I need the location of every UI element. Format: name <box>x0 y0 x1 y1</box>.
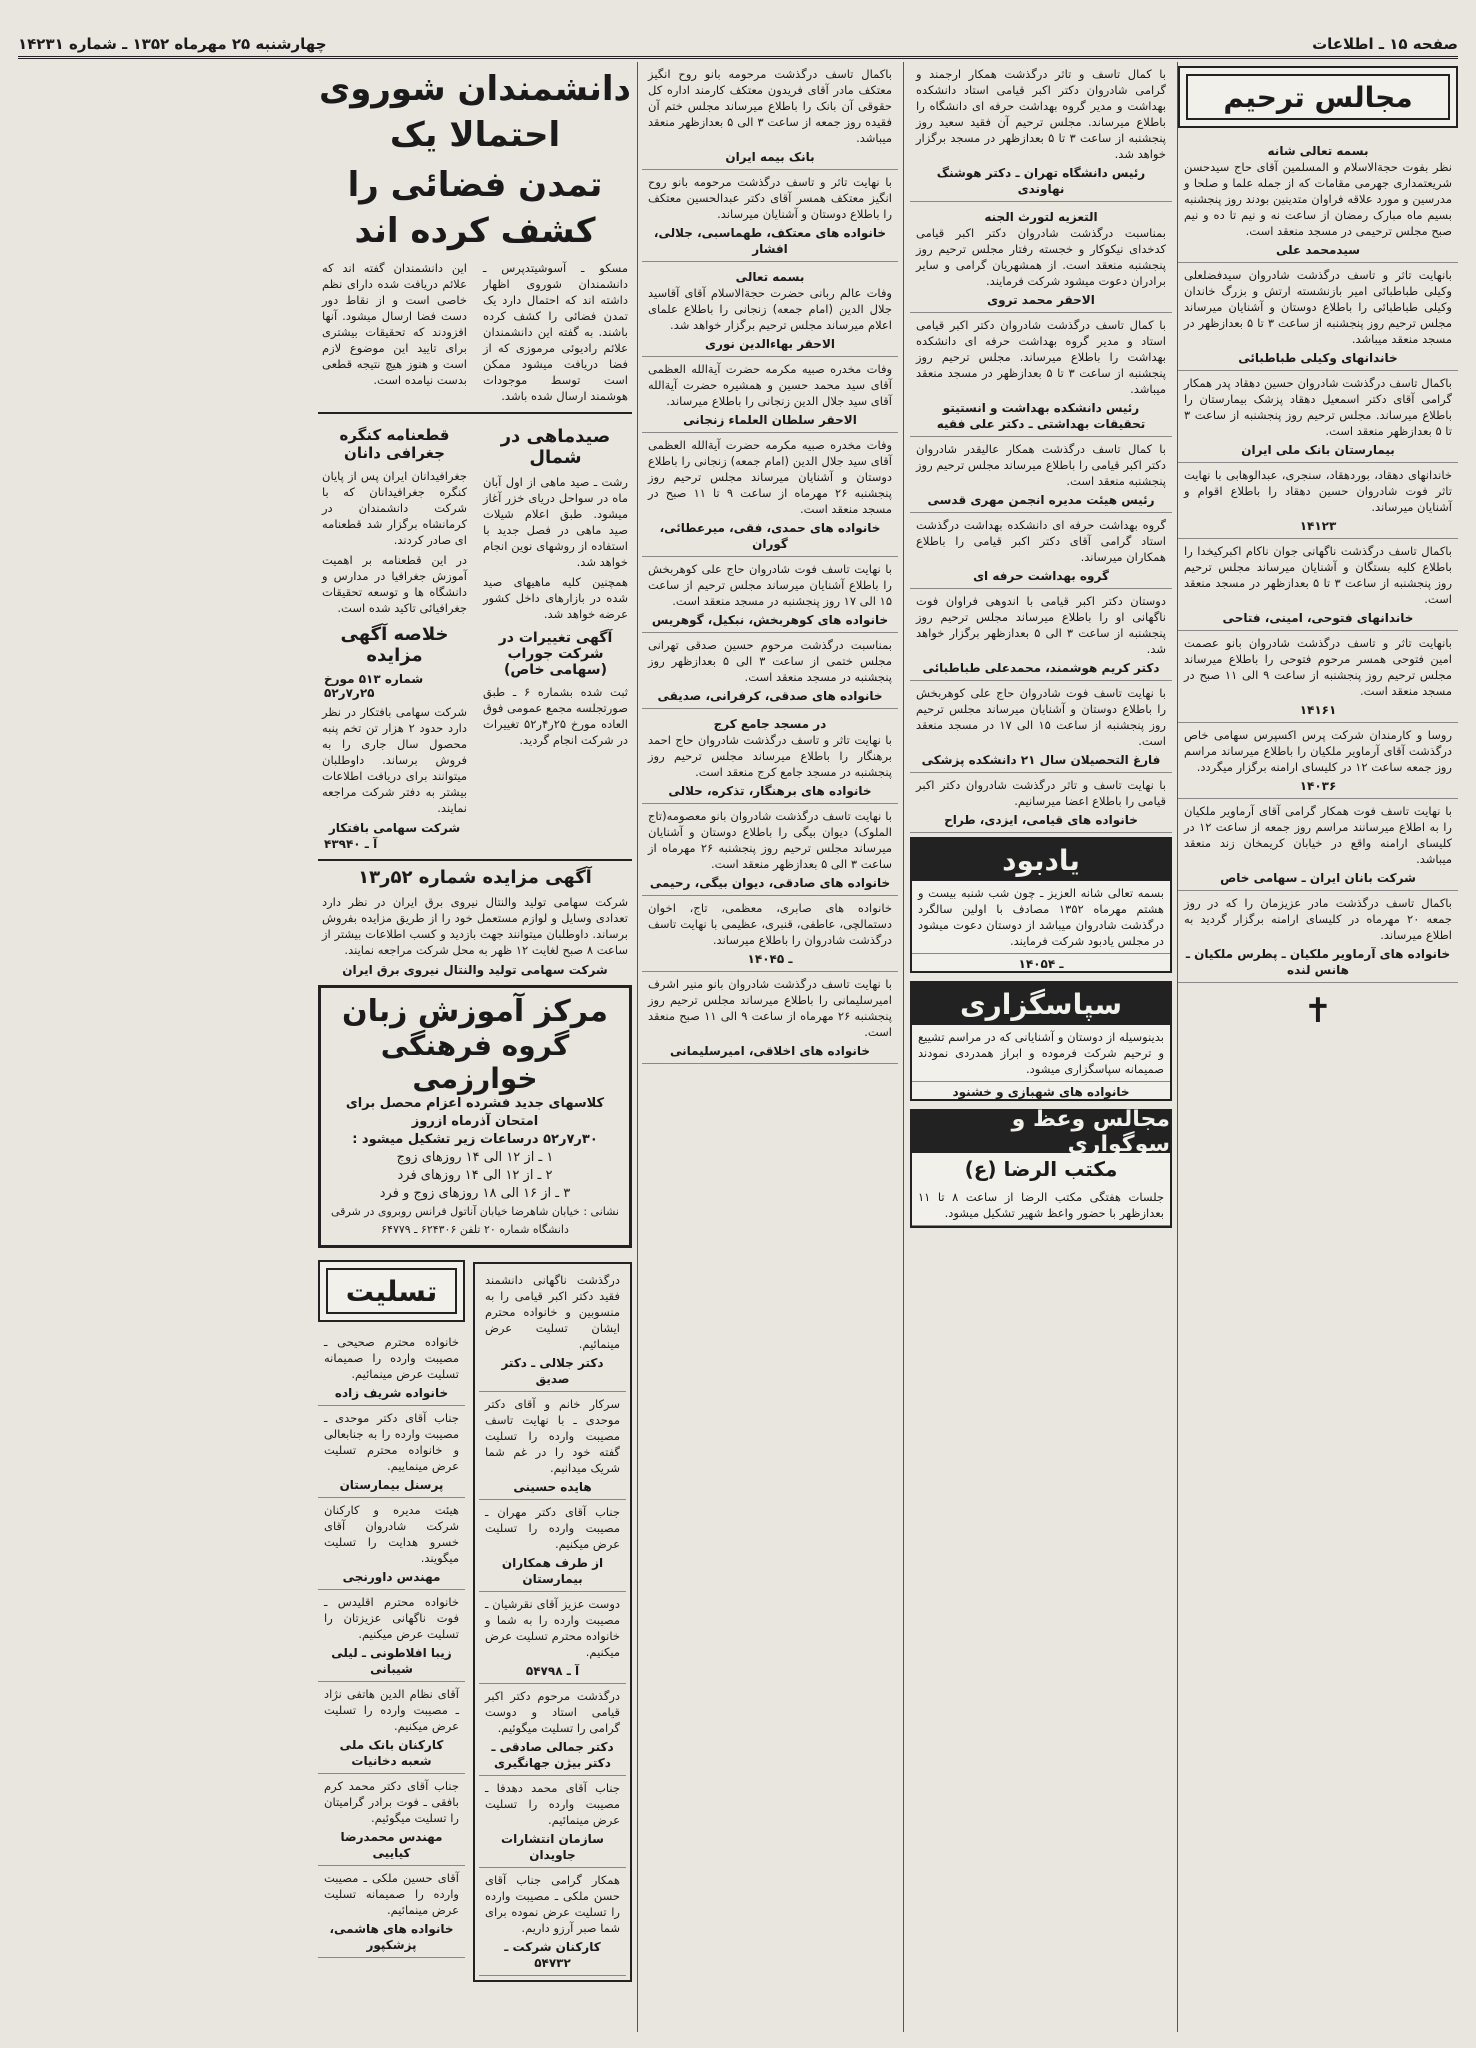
notice-title: آگهی تغییرات در شرکت جوراب (سهامی خاص) <box>498 630 613 678</box>
notice-text: جناب آقای محمد دهدفا ـ مصیبت وارده را تسلیت عرض مینمائیم. <box>485 1781 620 1827</box>
notice-text: وفات عالم ربانی حضرت حجةالاسلام آقای آقاسید جلال الدین (امام جمعه) زنجانی را باطلاع علمای اعلام میرساند مجلس ترحیم برگزار خواهد شد. <box>648 286 892 332</box>
notice-entry <box>1178 891 1458 983</box>
notice-text: درگذشت مرحوم دکتر اکبر قیامی استاد و دوست گرامی را تسلیت میگوئیم. <box>485 1689 620 1735</box>
masthead-left: چهارشنبه ۲۵ مهرماه ۱۳۵۲ ـ شماره ۱۴۲۳۱ <box>18 35 327 53</box>
column-memorials-3 <box>642 62 898 2032</box>
cross-symbol <box>1178 991 1458 1031</box>
notice-entry <box>318 1682 465 1774</box>
condolence-section <box>318 1256 632 1982</box>
notice-entry <box>910 513 1172 589</box>
notice-entry <box>642 709 898 804</box>
divider <box>318 412 632 414</box>
notice-text: خانواده محترم صحیحی ـ مصیبت وارده را صمیمانه تسلیت عرض مینمائیم. <box>324 1335 459 1381</box>
notice-entry <box>479 1268 626 1392</box>
language-center-title: مرکز آموزش زبان <box>342 994 608 1029</box>
notice-signature: مهندس محمدرضا کیاییی <box>340 1830 443 1860</box>
notice-signature: خانواده های آرماویر ملکیان ـ پطرس ملکیان ـ هانس لنده <box>1185 947 1451 977</box>
notice-text: با نهایت تاسف فوت شادروان حاج علی کوهربخش را باطلاع دوستان و آشنایان میرساند مجلس ترحیم روز پنجشنبه از ساعت ۱۵ الی ۱۷ در مسجد منعقد است. <box>916 686 1166 748</box>
yadbud-box <box>910 837 1172 973</box>
notice-signature: شرکت بانان ایران ـ سهامی خاص <box>1220 871 1416 885</box>
notice-entry <box>642 633 898 709</box>
notice-entry <box>479 1500 626 1592</box>
notice-entry <box>1178 723 1458 799</box>
auction-sign: شرکت سهامی بافتکار <box>328 821 461 835</box>
notice-signature: خانواده های برهنگار، تذکره، حلالی <box>668 784 872 798</box>
notice-text: ثبت شده بشماره ۶ ـ طبق صورتجلسه مجمع عمومی فوق العاده مورخ ۲۵ر۴ر۵۲ تغییرات در شرکت انجام گردید. <box>483 685 628 747</box>
notice-title: بسمه تعالی <box>735 270 805 284</box>
article-paragraph: مسکو ـ آسوشیتدپرس ـ دانشمندان شوروی اظهار داشته اند که احتمال دارد یک تمدن فضائی را کشف کرده باشند. به گفته این دانشمندان علائم رادیوئی مرموزی که از فضا دریافت میشود ممکن است توسط موجودات هوشمند ارسال شده باشد. <box>483 261 628 403</box>
article-space-civilization <box>318 258 632 406</box>
memorials-list <box>1178 136 1458 983</box>
notice-entry <box>910 62 1172 202</box>
notice-entry <box>642 896 898 972</box>
memorials-list-3 <box>642 62 898 1064</box>
notice-text: با نهایت تاسف درگذشت شادروان بانو منیر اشرف امیرسلیمانی را باطلاع میرساند مجلس ترحیم روز پنجشنبه ۲۶ مهرماه از ساعت ۹ الی ۱۱ صبح منعقد است. <box>648 977 892 1039</box>
notice-text: باکمال تاسف درگذشت شادروان حسین دهقاد پدر همکار گرامی آقای دکتر اسمعیل دهقاد پزشک بیمارستان را باطلاع میرساند. مجلس ترحیم روز پنجشنبه از ساعت ۳ تا ۵ بعدازظهر منعقد است. <box>1184 376 1452 438</box>
notice-signature: رئیس هیئت مدیره انجمن مهری قدسی <box>927 493 1155 507</box>
column-rule <box>903 62 904 2032</box>
notice-entry <box>1178 631 1458 723</box>
language-center-ad <box>318 985 632 1248</box>
notice-signature: الاحقر سلطان العلماء زنجانی <box>683 413 857 427</box>
notice-entry <box>479 1592 626 1684</box>
condolence-list-b <box>318 1330 465 1958</box>
maktab-title: مکتب الرضا (ع) <box>964 1157 1118 1181</box>
notice-text: دوستان دکتر اکبر قیامی با اندوهی فراوان فوت ناگهانی او را باطلاع میرساند مجلس ترحیم روز پنجشنبه از ساعت ۳ الی ۵ بعدازظهر برگزار خواهد شد. <box>916 594 1166 656</box>
notice-text: گروه بهداشت حرفه ای دانشکده بهداشت درگذشت استاد گرامی آقای دکتر اکبر قیامی را باطلاع همکاران میرساند. <box>916 518 1166 564</box>
yadbud-header: یادبود <box>912 839 1170 881</box>
notice-entry <box>318 1498 465 1590</box>
notice-entry <box>1178 371 1458 463</box>
notice-entry <box>910 437 1172 513</box>
fishing-title: صیدماهی در شمال <box>500 426 611 468</box>
language-center-line: کلاسهای جدید فشرده اعزام محصل برای امتحان آذرماه ازروز <box>345 1096 605 1129</box>
geo-title: قطعنامه کنگره جغرافی دانان <box>339 426 450 462</box>
headline-line-2: تمدن فضائی را کشف کرده اند <box>347 165 603 251</box>
maktab-text: جلسات هفتگی مکتب الرضا از ساعت ۸ تا ۱۱ بعدازظهر با حضور واعظ شهیر تشکیل میشود. <box>912 1185 1170 1226</box>
notice-text: وفات مخدره صبیه مکرمه حضرت آیةالله العظمی آقای سید جلال الدین (امام جمعه) زنجانی را باطلاع دوستان و آشنایان میرساند مجلس ترحیم روز پنجشنبه ۲۶ مهرماه از ساعت ۹ تا ۱۱ صبح در مسجد منعقد است. <box>648 438 892 516</box>
notice-text: نظر بفوت حجةالاسلام و المسلمین آقای حاج سیدحسن شریعتمداری جهرمی مقامات که از جمله علما و صلحا و مدرسین و مورد علاقه فراوان متدینین بودند روز پنجشنبه بسیم ماه مبارک رمضان از ساعت نه و نیم تا ده و نیم صبح مجلس ترحیمی در مسجد منعقد است. <box>1184 160 1452 238</box>
notice-entry <box>318 1406 465 1498</box>
notice-entry <box>1178 136 1458 263</box>
notice-signature: خانواده های معتکف، طهماسبی، جلالی، افشار <box>653 226 887 256</box>
fishing-text: رشت ـ صید ماهی از اول آبان ماه در سواحل دریای خزر آغاز میشود. طبق اعلام شیلات صید ماهی در فصل جدید با استفاده از روشهای نوین انجام خواهد شد. <box>483 475 628 569</box>
notice-signature: کارکنان شرکت ـ ۵۴۷۳۲ <box>504 1940 601 1970</box>
condolence-header: تسلیت <box>326 1268 457 1314</box>
notice-entry <box>642 262 898 357</box>
notice-signature: سیدمحمد علی <box>1275 243 1361 257</box>
notice-entry <box>318 1590 465 1682</box>
notice-signature: خانواده های کوهربخش، نبکیل، گوهریس <box>651 613 889 627</box>
notice-signature: خانواده های هاشمی، پزشکپور <box>329 1922 454 1952</box>
notice-signature: خاندانهای فتوحی، امینی، فتاحی <box>1222 611 1414 625</box>
language-center-subtitle: گروه فرهنگی خوارزمی <box>380 1029 570 1095</box>
notice-text: با نهایت تاثر و تاسف درگذشت شادروان حاج احمد برهنگار را باطلاع میرساند مجلس ترحیم روز پنجشنبه در مسجد جامع کرج منعقد است. <box>648 733 892 779</box>
notice-entry <box>910 313 1172 437</box>
notice-entry <box>642 972 898 1064</box>
thanks-box <box>910 981 1172 1101</box>
notice-signature: ۱۴۱۶۱ <box>1299 703 1337 717</box>
thanks-text: بدینوسیله از دوستان و آشنایانی که در مراسم تشییع و ترحیم شرکت فرموده و ابراز همدردی نمودند صمیمانه سپاسگزاری میشود. <box>912 1025 1170 1082</box>
notice-text: جناب آقای دکتر موحدی ـ مصیبت وارده را به جنابعالی و خانواده محترم تسلیت عرض مینماییم. <box>324 1411 459 1473</box>
column-memorials <box>1178 62 1458 2032</box>
notice-text: خانواده های صابری، معظمی، تاج، اخوان دستمالچی، عاطفی، قنبری، عظیمی با نهایت تاسف درگذشت شادروان را باطلاع میرساند. <box>648 901 892 947</box>
notice-text: خاندانهای دهقاد، بوردهقاد، سنجری، عبدالوهابی با نهایت تاثر فوت شادروان حسین دهقاد را باطلاع اقوام و آشنایان میرساند. <box>1184 468 1452 514</box>
auction2-sign: شرکت سهامی تولید والنتال نیروی برق ایران <box>342 963 608 977</box>
condolence-column-b <box>318 1256 465 1982</box>
notice-text: وفات مخدره صبیه مکرمه حضرت آیةالله العظمی آقای سید محمد حسین و همشیره حضرت آیةالله آقای سید جلال الدین زنجانی را باطلاع میرساند. <box>648 362 892 408</box>
notice-entry <box>1178 539 1458 631</box>
notice-signature: از طرف همکاران بیمارستان <box>501 1556 604 1586</box>
memorials-list-2 <box>910 62 1172 833</box>
headline-line-1: دانشمندان شوروی احتمالا یک <box>319 69 631 155</box>
notice-text: باکمال تاسف درگذشت ناگهانی جوان ناکام اکبرکیخدا را باطلاع کلیه بستگان و آشنایان میرساند مجلس ترحیم روز پنجشنبه از ساعت ۳ تا ۵ بعدازظهر در مسجد منعقد است. <box>1184 544 1452 606</box>
notice-entry <box>642 557 898 633</box>
notice-text: بمناسبت درگذشت شادروان دکتر اکبر قیامی کدخدای نیکوکار و خجسته رفتار مجلس ترحیم روز پنجشنبه منعقد است. از همشهریان گرامی و سایر برادران دعوت میشود شرکت فرمایند. <box>916 226 1166 288</box>
notice-signature: الاحقر بهاءالدین نوری <box>704 337 835 351</box>
language-center-line: ۳۰ر۷ر۵۲ درساعات زیر تشکیل میشود : <box>352 1132 598 1147</box>
auction2-text: شرکت سهامی تولید والنتال نیروی برق ایران در نظر دارد تعدادی وسایل و لوازم مستعمل خود را از طریق مزایده بفروش برساند. داوطلبان میتوانند جهت بازدید و کسب اطلاعات بیشتر از ساعت ۸ صبح لغایت ۱۲ ظهر به محل شرکت مراجعه نمایند. <box>322 895 628 957</box>
notice-text: بمناسبت درگذشت مرحوم حسین صدقی تهرانی مجلس ختمی از ساعت ۳ الی ۵ بعدازظهر روز پنجشنبه در مسجد منعقد است. <box>648 638 892 684</box>
notice-signature: مهندس داورنجی <box>342 1570 441 1584</box>
notice-entry <box>318 1330 465 1406</box>
notice-signature: پرسنل بیمارستان <box>339 1478 444 1492</box>
sermon-header: مجالس وعظ و سوگواری <box>912 1111 1170 1153</box>
notice-signature: خانواده های حمدی، فقی، میرعطائی، گوران <box>659 521 881 551</box>
notice-signature: آ ـ ۵۴۷۹۸ <box>525 1664 580 1678</box>
notice-signature: رئیس دانشکده بهداشت و انستیتو تحقیقات بهداشتی ـ دکتر علی فقیه <box>936 401 1146 431</box>
notice-text: آقای حسین ملکی ـ مصیبت وارده را صمیمانه تسلیت عرض مینمائیم. <box>324 1871 459 1917</box>
language-center-address: نشانی : خیابان شاهرضا خیابان آناتول فرانس روبروی در شرقی دانشگاه شماره ۲۰ تلفن ۶۲۴۳۰۶ ـ ۶۴۷۷۹ <box>331 1205 619 1236</box>
notice-text: خانواده محترم اقلیدس ـ فوت ناگهانی عزیزتان را تسلیت عرض میکنیم. <box>324 1595 459 1641</box>
language-center-line: ۳ ـ از ۱۶ الی ۱۸ روزهای زوج و فرد <box>379 1186 571 1201</box>
notice-text: باکمال تاسف درگذشت مرحومه بانو روح انگیز معتکف مادر آقای فریدون معتکف کارمند اداره کل حقوقی آن بانک را باطلاع میرساند مجلس ختم آن فقیده روز جمعه از ساعت ۳ الی ۵ بعدازظهر منعقد میباشد. <box>648 67 892 145</box>
geo-text-2: در این قطعنامه بر اهمیت آموزش جغرافیا در مدارس و دانشگاه ها و توسعه تحقیقات جغرافیائی تاکید شده است. <box>322 553 467 615</box>
notice-entry <box>1178 799 1458 891</box>
yadbud-sign: ـ ۱۴۰۵۴ <box>1018 957 1064 971</box>
fishing-text-2: همچنین کلیه ماهیهای صید شده در بازارهای داخل کشور عرضه خواهد شد. <box>483 575 628 621</box>
notice-signature: دکتر کریم هوشمند، محمدعلی طباطبائی <box>922 661 1160 675</box>
cross-icon: ✝ <box>1303 991 1333 1031</box>
notice-signature: بانک بیمه ایران <box>725 150 815 164</box>
notice-title: التعزیه لتورث الجنه <box>984 210 1098 224</box>
auction-title: خلاصه آگهی مزایده <box>340 624 449 666</box>
notice-text: بانهایت تاثر و تاسف درگذشت شادروان سیدفضلعلی وکیلی طباطبائی امیر بازنشسته ارتش و بزرگ خاندان وکیلی طباطبائی را باطلاع دوستان و آشنایان میرساند مجلس ترحیم روز پنجشنبه از ساعت ۳ تا ۵ بعدازظهر در مسجد منعقد میباشد. <box>1184 268 1452 346</box>
memorials-header-box <box>1178 66 1458 128</box>
notice-signature: زیبا افلاطونی ـ لیلی شیبانی <box>331 1646 452 1676</box>
notice-text: با نهایت تاسف و تاثر درگذشت شادروان دکتر اکبر قیامی را باطلاع اعضا میرسانیم. <box>916 778 1166 808</box>
notice-entry <box>910 681 1172 773</box>
auction-number: شماره ۵۱۳ مورخ ۲۵ر۷ر۵۲ <box>324 672 424 700</box>
notice-entry <box>642 433 898 557</box>
thanks-sign: خانواده های شهبازی و خشنود <box>952 1085 1130 1099</box>
notice-entry <box>910 589 1172 681</box>
notice-entry <box>642 804 898 896</box>
notice-entry <box>479 1392 626 1500</box>
notice-signature: هایده حسینی <box>513 1480 592 1494</box>
notice-text: روسا و کارمندان شرکت پرس اکسپرس سهامی خاص درگذشت آقای آرماویر ملکیان را باطلاع میرساند مراسم روز جمعه ساعت ۱۲ در کلیسای ارامنه برگزار میگردد. <box>1184 728 1452 774</box>
notice-signature: دکتر جمالی صادقی ـ دکتر بیژن جهانگیری <box>491 1740 614 1770</box>
divider <box>318 859 632 861</box>
article-paragraph: این دانشمندان گفته اند که علائم دریافت شده دارای نظم خاصی است و از نقاط دور دست فضا ارسال میشود. آنها افزودند که تحقیقات بیشتری برای تایید این موضوع لازم است و هنوز هیچ نتیجه قطعی بدست نیامده است. <box>322 261 467 387</box>
notice-entry <box>910 202 1172 313</box>
notice-text: با کمال تاسف درگذشت شادروان دکتر اکبر قیامی استاد و مدیر گروه بهداشت حرفه ای دانشکده بهداشت را باطلاع میرساند. مجلس ترحیم روز پنجشنبه از ساعت ۳ تا ۵ بعدازظهر در مسجد منعقد میباشد. <box>916 318 1167 396</box>
notice-entry <box>1178 463 1458 539</box>
notice-entry <box>479 1776 626 1868</box>
notice-text: جناب آقای دکتر محمد کرم بافقی ـ فوت برادر گرامیتان را تسلیت میگوئیم. <box>324 1779 459 1825</box>
notice-text: با نهایت تاثر و تاسف درگذشت مرحومه بانو روح انگیز معتکف همسر آقای دکتر عبدالحسین معتکف را باطلاع دوستان و آشنایان میرساند. <box>648 175 892 221</box>
notice-text: دوست عزیز آقای نقرشیان ـ مصیبت وارده را به شما و خانواده محترم تسلیت عرض میکنیم. <box>485 1597 620 1659</box>
notice-signature: فارغ التحصیلان سال ۲۱ دانشکده پزشکی <box>921 753 1161 767</box>
notice-text: هیئت مدیره و کارکنان شرکت شادروان آقای خسرو هدایت را تسلیت میگویند. <box>324 1503 459 1565</box>
notice-signature: ۱۴۱۲۳ <box>1299 519 1337 533</box>
notice-entry <box>1178 263 1458 371</box>
auction-code: آ ـ ۴۳۹۴۰ <box>324 837 378 851</box>
notice-text: با نهایت تاسف فوت شادروان حاج علی کوهربخش را باطلاع آشنایان میرساند مجلس ترحیم از ساعت ۱۵ الی ۱۷ روز پنجشنبه در مسجد منعقد است. <box>648 562 892 608</box>
notice-text: باکمال تاسف درگذشت مادر عزیزمان را که در روز جمعه ۲۰ مهرماه در کلیسای ارامنه برگزار گردید به اطلاع میرساند. <box>1184 896 1452 942</box>
notice-entry <box>318 1774 465 1866</box>
notice-text: درگذشت ناگهانی دانشمند فقید دکتر اکبر قیامی را به منسوبین و خانواده محترم ایشان تسلیت عرض مینمائیم. <box>485 1273 620 1351</box>
notice-signature: ۱۴۰۳۶ <box>1299 779 1337 793</box>
notice-signature: بیمارستان بانک ملی ایران <box>1241 443 1395 457</box>
masthead <box>18 34 1458 54</box>
condolence-header-box <box>318 1260 465 1322</box>
condolence-list-a <box>473 1262 632 1982</box>
column-news <box>318 62 632 2032</box>
masthead-rule <box>18 56 1458 59</box>
notice-entry <box>479 1868 626 1976</box>
yadbud-text: بسمه تعالی شانه العزیز ـ چون شب شنبه بیست و هشتم مهرماه ۱۳۵۲ مصادف با اولین سالگرد درگذشت شادروان میباشد از دوستان دعوت میشود در مجلس یادبود شرکت فرمایند. <box>912 881 1170 954</box>
notice-text: با نهایت تاسف درگذشت شادروان بانو معصومه(تاج الملوک) دیوان بیگی را باطلاع دوستان و آشنایان میرساند مجلس ترحیم روز پنجشنبه ۲۶ مهرماه از ساعت ۳ الی ۵ بعدازظهر منعقد است. <box>648 809 892 871</box>
memorials-header: مجالس ترحیم <box>1186 74 1450 120</box>
notice-signature: خانواده های اخلاقی، امیرسلیمانی <box>669 1044 871 1058</box>
notice-signature: رئیس دانشگاه تهران ـ دکتر هوشنگ نهاوندی <box>936 166 1146 196</box>
masthead-right: صفحه ۱۵ ـ اطلاعات <box>1312 35 1458 53</box>
notice-signature: ـ ۱۴۰۴۵ <box>747 952 793 966</box>
notice-title: در مسجد جامع کرج <box>713 717 827 731</box>
news-row <box>318 420 632 853</box>
notice-signature: کارکنان بانک ملی شعبه دخانیات <box>339 1738 444 1768</box>
notice-entry <box>642 62 898 170</box>
notice-signature: خانواده شریف زاده <box>334 1386 449 1400</box>
notice-entry <box>910 773 1172 833</box>
notice-text: بانهایت تاثر و تاسف درگذشت شادروان بانو عصمت امین فتوحی همسر مرحوم فتوحی را باطلاع میرساند مجلس ترحیم روز پنجشنبه از ساعت ۹ الی ۱۱ صبح در مسجد منعقد است. <box>1184 636 1452 698</box>
notice-entry <box>479 1684 626 1776</box>
notice-signature: دکتر جلالی ـ دکتر صدیق <box>501 1356 604 1386</box>
notice-text: با کمال تاسف درگذشت همکار عالیقدر شادروان دکتر اکبر قیامی را باطلاع میرساند مجلس ترحیم روز پنجشنبه منعقد است. <box>916 442 1166 488</box>
notice-entry <box>318 1866 465 1958</box>
notice-text: آقای نظام الدین هاتفی نژاد ـ مصیبت وارده را تسلیت عرض میکنیم. <box>324 1687 459 1733</box>
notice-signature: خاندانهای وکیلی طباطبائی <box>1238 351 1398 365</box>
notice-text: همکار گرامی جناب آقای حسن ملکی ـ مصیبت وارده را تسلیت عرض نموده برای شما صبر آرزو داریم. <box>485 1873 620 1935</box>
notice-title: بسمه تعالی شانه <box>1267 144 1369 158</box>
notice-signature: خانواده های صدقی، کرفرانی، صدیقی <box>657 689 883 703</box>
notice-text: جناب آقای دکتر مهران ـ مصیبت وارده را تسلیت عرض میکنیم. <box>485 1505 620 1551</box>
sermon-box <box>910 1109 1172 1228</box>
notice-text: سرکار خانم و آقای دکتر موحدی ـ با نهایت تاسف مصیبت وارده را تسلیت گفته خود را در غم شما شریک میدانیم. <box>485 1397 620 1475</box>
notice-signature: گروه بهداشت حرفه ای <box>973 569 1109 583</box>
notice-signature: سازمان انتشارات جاویدان <box>501 1832 604 1862</box>
auction2-title: آگهی مزایده شماره ۵۲ر۱۳ <box>358 867 592 888</box>
notice-signature: خانواده های قیامی، ایزدی، طراح <box>944 813 1138 827</box>
geo-text: جغرافیدانان ایران پس از پایان کنگره جغرافیدانان که با شرکت دانشمندان در کرمانشاه برگزار شد قطعنامه ای صادر کردند. <box>322 469 467 547</box>
column-memorials-2 <box>910 62 1172 2032</box>
notice-entry <box>642 357 898 433</box>
language-center-line: ۲ ـ از ۱۲ الی ۱۴ روزهای فرد <box>397 1168 553 1183</box>
notice-signature: خانواده های صادقی، دیوان بیگی، رحیمی <box>649 876 891 890</box>
notice-entry <box>642 170 898 262</box>
notice-signature: الاحقر محمد تروی <box>987 293 1095 307</box>
language-center-line: ۱ ـ از ۱۲ الی ۱۴ روزهای زوج <box>396 1150 554 1165</box>
notice-text: با نهایت تاسف فوت همکار گرامی آقای آرماویر ملکیان را به اطلاع میرسانند مراسم روز جمعه از ساعت ۱۲ در کلیسای ارامنه واقع در خیابان کریمخان زند منعقد میباشد. <box>1184 804 1452 866</box>
thanks-header: سپاسگزاری <box>912 983 1170 1025</box>
notice-text: با کمال تاسف و تاثر درگذشت همکار ارجمند و گرامی شادروان دکتر اکبر قیامی استاد دانشکده بهداشت و مدیر گروه بهداشت حرفه ای دانشگاه را باطلاع میرساند. مجلس ترحیم آن فقید سعید روز پنجشنبه از ساعت ۳ تا ۵ بعدازظهر در مسجد برگزار خواهد شد. <box>916 67 1167 161</box>
auction-text: شرکت سهامی بافتکار در نظر دارد حدود ۲ هزار تن تخم پنبه محصول سال جاری را به فروش برساند. داوطلبان میتوانند برای دریافت اطلاعات بیشتر به دفتر شرکت مراجعه نمایند. <box>322 705 467 815</box>
column-rule <box>637 62 638 2032</box>
